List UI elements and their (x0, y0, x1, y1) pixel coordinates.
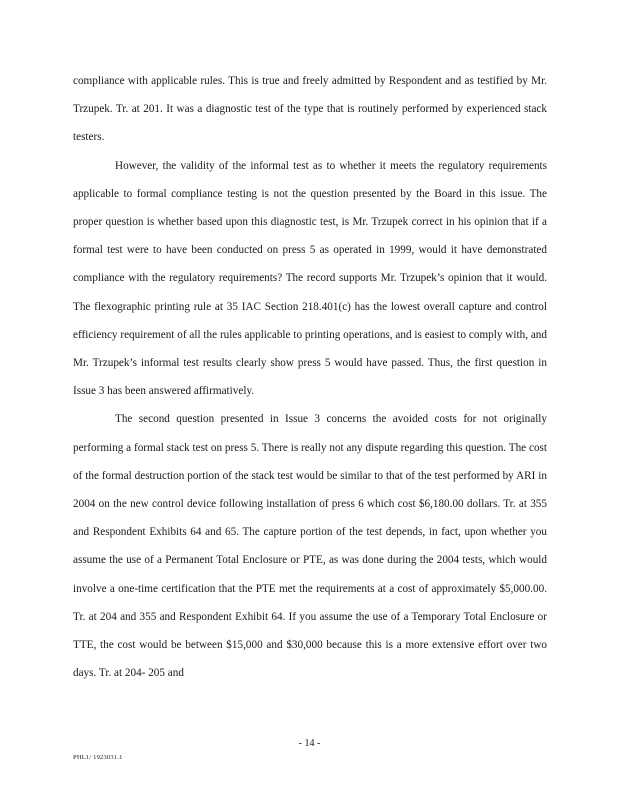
paragraph-informal-test: However, the validity of the informal test as to whether it meets the regulatory requirements applicable to formal compliance testing is not the question presented by the Board in this issue. The proper question is whether based upon this diagnostic test, is Mr. Trzupek correct in his opinion that if a formal test were to have been conducted on press 5 as operated in 1999, would it have demonstrated compliance with the regulatory requirements? The record supports Mr. Trzupek’s opinion that it would. The flexographic printing rule at 35 IAC Section 218.401(c) has the lowest overall capture and control efficiency requirement of all the rules applicable to printing operations, and is easiest to comply with, and Mr. Trzupek’s informal test results clearly show press 5 would have passed. Thus, the first question in Issue 3 has been answered affirmatively. (73, 159, 547, 398)
body-text (73, 67, 547, 687)
page-number: - 14 - (298, 738, 321, 749)
paragraph-avoided-costs: The second question presented in Issue 3 concerns the avoided costs for not originally performing a formal stack test on press 5. There is really not any dispute regarding this question. The cost of the formal destruction portion of the stack test would be similar to that of the test performed by ARI in 2004 on the new control device following installation of press 6 which cost $6,180.00 dollars. Tr. at 355 and Respondent Exhibits 64 and 65. The capture portion of the test depends, in fact, upon whether you assume the use of a Permanent Total Enclosure or PTE, as was done during the 2004 tests, which would involve a one-time certification that the PTE met the requirements at a cost of approximately $5,000.00. Tr. at 204 and 355 and Respondent Exhibit 64. If you assume the use of a Temporary Total Enclosure or TTE, the cost would be between $15,000 and $30,000 because this is a more extensive effort over two days. Tr. at 204- 205 and (73, 413, 547, 680)
document-id: PHL1/ 1923031.1 (73, 754, 123, 761)
paragraph-continuation: compliance with applicable rules. This is true and freely admitted by Respondent and as testified by Mr. Trzupek. Tr. at 201. It was a diagnostic test of the type that is routinely performed by experienced stack testers. (73, 75, 547, 144)
